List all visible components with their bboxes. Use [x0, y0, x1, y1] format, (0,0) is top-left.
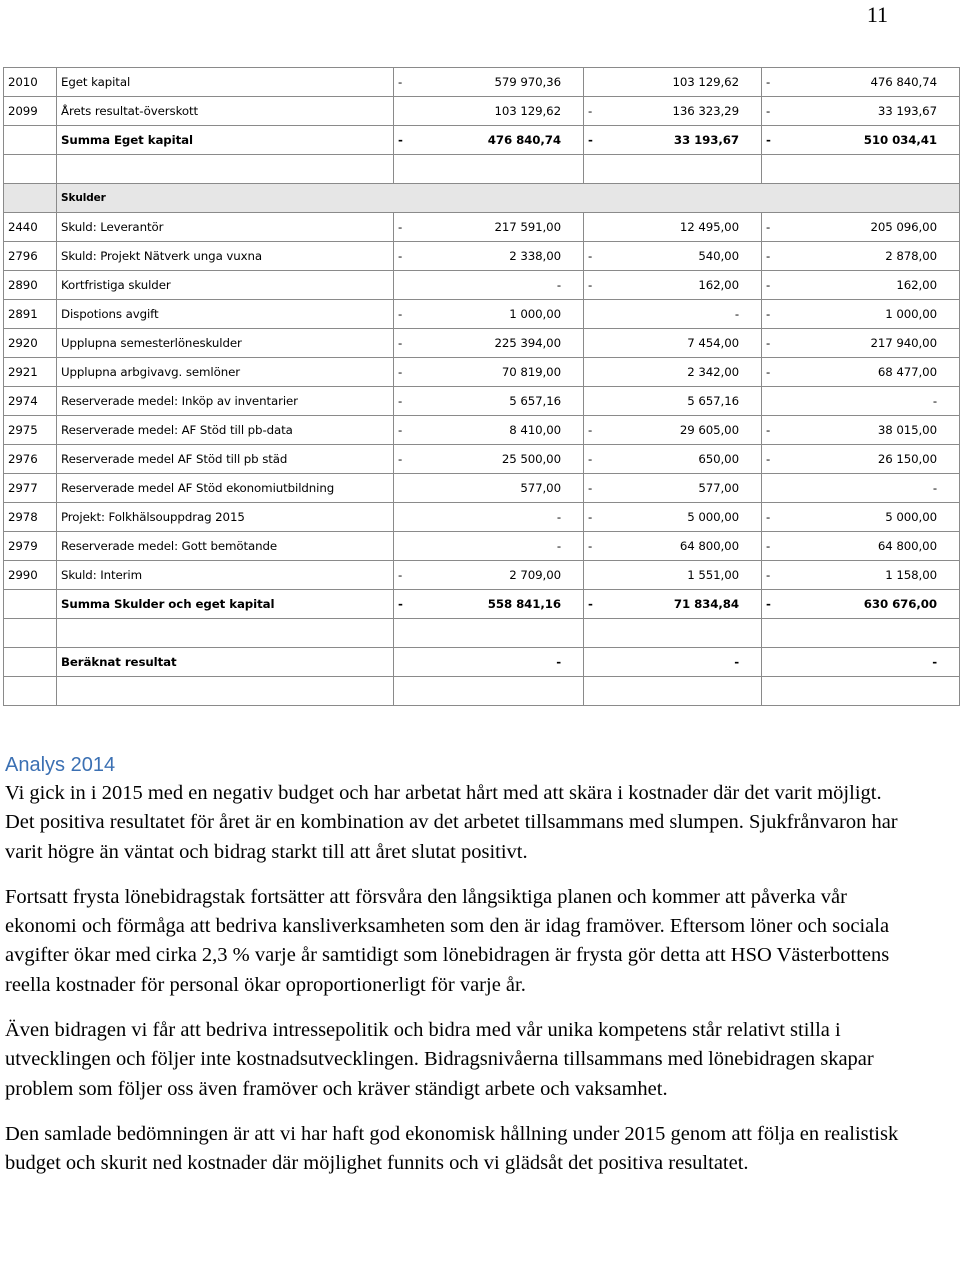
sign: - — [398, 220, 403, 234]
amount-value: 5 657,16 — [687, 394, 739, 408]
empty-cell — [762, 155, 960, 184]
amount-value: 1 000,00 — [509, 307, 561, 321]
account-label: Skuld: Interim — [57, 561, 394, 590]
amount-cell — [762, 213, 960, 242]
sign: - — [588, 510, 593, 524]
account-code: 2976 — [4, 445, 57, 474]
account-code: 2977 — [4, 474, 57, 503]
sign: - — [398, 568, 403, 582]
amount-cell — [394, 416, 584, 445]
account-code: 2890 — [4, 271, 57, 300]
amount-cell — [584, 445, 762, 474]
amount-cell — [762, 387, 960, 416]
amount-value: 577,00 — [520, 481, 561, 495]
table-row — [4, 416, 960, 445]
account-label: Skuld: Leverantör — [57, 213, 394, 242]
account-label: Eget kapital — [57, 68, 394, 97]
amount-cell — [394, 68, 584, 97]
table-row — [4, 97, 960, 126]
amount-cell — [762, 416, 960, 445]
sign: - — [398, 75, 403, 89]
sign: - — [766, 336, 771, 350]
amount-cell — [762, 97, 960, 126]
analysis-paragraph: Vi gick in i 2015 med en negativ budget och har arbetat hårt med att skära i kostnader där det varit möjligt. Det positiva resultatet för året är en kombination av det arbetet tillsammans med slumpen. Sjukfrånvaron har varit högre än väntat och bidrag starkt till att året slutat positivt. — [5, 782, 898, 863]
account-code: 2921 — [4, 358, 57, 387]
amount-value: 225 394,00 — [494, 336, 561, 350]
table-row — [4, 648, 960, 677]
table-row — [4, 271, 960, 300]
account-label: Upplupna arbgivavg. semlöner — [57, 358, 394, 387]
sign: - — [588, 104, 593, 118]
amount-value: 68 477,00 — [877, 365, 937, 379]
amount-cell — [394, 300, 584, 329]
amount-cell — [584, 648, 762, 677]
account-code: 2920 — [4, 329, 57, 358]
sign: - — [766, 568, 771, 582]
amount-value: 476 840,74 — [487, 133, 561, 147]
sign: - — [588, 597, 593, 611]
amount-cell — [584, 300, 762, 329]
sign: - — [398, 336, 403, 350]
amount-value: 64 800,00 — [877, 539, 937, 553]
table-row — [4, 561, 960, 590]
empty-cell — [57, 677, 394, 706]
amount-cell — [762, 503, 960, 532]
amount-value: 579 970,36 — [494, 75, 561, 89]
amount-cell — [584, 126, 762, 155]
amount-cell — [584, 97, 762, 126]
amount-value: - — [932, 655, 937, 669]
amount-cell — [394, 648, 584, 677]
sign: - — [588, 481, 593, 495]
account-label: Upplupna semesterlöneskulder — [57, 329, 394, 358]
table-row — [4, 474, 960, 503]
empty-cell — [584, 677, 762, 706]
sign: - — [398, 394, 403, 408]
empty-cell — [57, 619, 394, 648]
analysis-heading: Analys 2014 — [5, 754, 116, 776]
table-row — [4, 503, 960, 532]
amount-value: - — [556, 278, 561, 292]
amount-cell — [584, 329, 762, 358]
amount-cell — [762, 242, 960, 271]
amount-cell — [762, 329, 960, 358]
amount-value: 103 129,62 — [494, 104, 561, 118]
table-row — [4, 155, 960, 184]
account-code: 2099 — [4, 97, 57, 126]
amount-cell — [394, 213, 584, 242]
amount-value: - — [734, 307, 739, 321]
table-row — [4, 358, 960, 387]
amount-value: - — [556, 510, 561, 524]
amount-value: 577,00 — [698, 481, 739, 495]
amount-value: 64 800,00 — [679, 539, 739, 553]
table-row — [4, 532, 960, 561]
amount-cell — [762, 271, 960, 300]
account-label: Projekt: Folkhälsouppdrag 2015 — [57, 503, 394, 532]
amount-cell — [584, 68, 762, 97]
amount-value: 2 342,00 — [687, 365, 739, 379]
amount-cell — [762, 590, 960, 619]
empty-cell — [394, 155, 584, 184]
amount-value: 136 323,29 — [672, 104, 739, 118]
amount-cell — [762, 474, 960, 503]
sign: - — [398, 249, 403, 263]
amount-value: 2 878,00 — [885, 249, 937, 263]
account-label: Kortfristiga skulder — [57, 271, 394, 300]
empty-cell — [4, 677, 57, 706]
empty-cell — [394, 677, 584, 706]
account-label: Reserverade medel: Inköp av inventarier — [57, 387, 394, 416]
sign: - — [766, 278, 771, 292]
amount-value: 217 940,00 — [870, 336, 937, 350]
amount-cell — [584, 532, 762, 561]
amount-value: - — [556, 539, 561, 553]
empty-cell — [394, 619, 584, 648]
amount-value: 1 000,00 — [885, 307, 937, 321]
sign: - — [766, 75, 771, 89]
account-code: 2440 — [4, 213, 57, 242]
empty-cell — [762, 677, 960, 706]
amount-cell — [762, 532, 960, 561]
amount-value: - — [932, 481, 937, 495]
table-row — [4, 445, 960, 474]
table-row — [4, 677, 960, 706]
account-label: Skuld: Projekt Nätverk unga vuxna — [57, 242, 394, 271]
table-row — [4, 300, 960, 329]
amount-cell — [584, 416, 762, 445]
account-code: 2979 — [4, 532, 57, 561]
table-row — [4, 213, 960, 242]
table-row — [4, 619, 960, 648]
table-row — [4, 68, 960, 97]
section-label: Skulder — [57, 184, 960, 213]
amount-value: 33 193,67 — [877, 104, 937, 118]
amount-value: 29 605,00 — [679, 423, 739, 437]
sign: - — [766, 133, 771, 147]
amount-cell — [762, 358, 960, 387]
amount-cell — [394, 387, 584, 416]
account-label: Beräknat resultat — [57, 648, 394, 677]
amount-value: - — [556, 655, 561, 669]
amount-cell — [394, 445, 584, 474]
code-cell — [4, 184, 57, 213]
sign: - — [398, 365, 403, 379]
account-code — [4, 126, 57, 155]
analysis-paragraph: Den samlade bedömningen är att vi har haft god ekonomisk hållning under 2015 genom att följa en realistisk budget och skurit ned kostnader där möjlighet funnits och vi glädsåt det positiva resultatet. — [5, 1122, 899, 1175]
amount-value: 510 034,41 — [863, 133, 937, 147]
sign: - — [766, 249, 771, 263]
amount-cell — [584, 358, 762, 387]
amount-value: 7 454,00 — [687, 336, 739, 350]
sign: - — [766, 307, 771, 321]
amount-value: 162,00 — [896, 278, 937, 292]
amount-cell — [394, 590, 584, 619]
empty-cell — [4, 619, 57, 648]
account-code: 2796 — [4, 242, 57, 271]
sign: - — [398, 452, 403, 466]
sign: - — [588, 423, 593, 437]
amount-cell — [394, 503, 584, 532]
account-code: 2978 — [4, 503, 57, 532]
amount-cell — [584, 213, 762, 242]
account-code: 2990 — [4, 561, 57, 590]
amount-value: 103 129,62 — [672, 75, 739, 89]
amount-value: 650,00 — [698, 452, 739, 466]
amount-value: 540,00 — [698, 249, 739, 263]
sign: - — [398, 133, 403, 147]
empty-cell — [4, 155, 57, 184]
amount-cell — [762, 126, 960, 155]
sign: - — [398, 307, 403, 321]
amount-value: 33 193,67 — [673, 133, 739, 147]
empty-cell — [762, 619, 960, 648]
amount-value: 38 015,00 — [877, 423, 937, 437]
sign: - — [766, 104, 771, 118]
sign: - — [766, 365, 771, 379]
amount-value: 71 834,84 — [673, 597, 739, 611]
sign: - — [588, 452, 593, 466]
amount-value: 5 657,16 — [509, 394, 561, 408]
amount-value: - — [734, 655, 739, 669]
table-row — [4, 590, 960, 619]
sign: - — [766, 423, 771, 437]
amount-cell — [394, 97, 584, 126]
amount-value: 205 096,00 — [870, 220, 937, 234]
amount-value: 12 495,00 — [679, 220, 739, 234]
account-code — [4, 648, 57, 677]
amount-cell — [584, 242, 762, 271]
sign: - — [766, 510, 771, 524]
amount-cell — [394, 532, 584, 561]
sign: - — [766, 452, 771, 466]
amount-cell — [584, 590, 762, 619]
amount-value: 217 591,00 — [494, 220, 561, 234]
account-label: Summa Skulder och eget kapital — [57, 590, 394, 619]
amount-cell — [394, 126, 584, 155]
amount-cell — [394, 329, 584, 358]
page-number: 11 — [866, 2, 888, 27]
amount-value: 162,00 — [698, 278, 739, 292]
amount-value: 8 410,00 — [509, 423, 561, 437]
sign: - — [588, 539, 593, 553]
sign: - — [398, 597, 403, 611]
account-label: Dispotions avgift — [57, 300, 394, 329]
amount-value: - — [932, 394, 937, 408]
amount-value: 1 158,00 — [885, 568, 937, 582]
analysis-paragraph: Fortsatt frysta lönebidragstak fortsätter att försvåra den långsiktiga planen och kommer att påverka vår ekonomi och förmåga att bedriva kansliverksamheten som den är idag framöver. Eftersom löner och sociala avgifter ökar med cirka 2,3 % varje år samtidigt som lönebidragen är frysta gör detta att HSO Västerbottens reella kostnader för personal ökar oproportionerligt för varje år. — [5, 885, 890, 996]
amount-cell — [584, 387, 762, 416]
empty-cell — [57, 155, 394, 184]
account-code: 2975 — [4, 416, 57, 445]
account-label: Årets resultat-överskott — [57, 97, 394, 126]
amount-cell — [394, 474, 584, 503]
balance-sheet-table — [3, 67, 960, 706]
account-label: Reserverade medel: AF Stöd till pb-data — [57, 416, 394, 445]
amount-cell — [762, 648, 960, 677]
amount-value: 1 551,00 — [687, 568, 739, 582]
account-code: 2010 — [4, 68, 57, 97]
analysis-paragraph: Även bidragen vi får att bedriva intressepolitik och bidra med vår unika kompetens står relativt stilla i utvecklingen och följer inte kostnadsutvecklingen. Bidragsnivåerna tillsammans med lönebidragen skapar problem som följer oss även framöver och kräver ständigt arbete och vaksamhet. — [5, 1019, 874, 1100]
amount-cell — [762, 561, 960, 590]
amount-cell — [584, 474, 762, 503]
amount-value: 5 000,00 — [687, 510, 739, 524]
amount-cell — [394, 271, 584, 300]
amount-cell — [394, 358, 584, 387]
amount-cell — [762, 300, 960, 329]
amount-value: 5 000,00 — [885, 510, 937, 524]
account-code: 2974 — [4, 387, 57, 416]
amount-cell — [584, 271, 762, 300]
table-row — [4, 329, 960, 358]
amount-cell — [584, 561, 762, 590]
amount-value: 2 709,00 — [509, 568, 561, 582]
analysis-section — [5, 754, 905, 1195]
account-label: Summa Eget kapital — [57, 126, 394, 155]
account-code — [4, 590, 57, 619]
empty-cell — [584, 155, 762, 184]
sign: - — [766, 539, 771, 553]
amount-cell — [584, 503, 762, 532]
table-row — [4, 126, 960, 155]
amount-value: 558 841,16 — [487, 597, 561, 611]
account-label: Reserverade medel AF Stöd till pb städ — [57, 445, 394, 474]
amount-cell — [762, 445, 960, 474]
amount-cell — [762, 68, 960, 97]
amount-value: 26 150,00 — [877, 452, 937, 466]
amount-value: 2 338,00 — [509, 249, 561, 263]
amount-value: 70 819,00 — [501, 365, 561, 379]
sign: - — [588, 249, 593, 263]
sign: - — [588, 278, 593, 292]
amount-cell — [394, 242, 584, 271]
amount-value: 630 676,00 — [863, 597, 937, 611]
table-row — [4, 387, 960, 416]
table-row — [4, 242, 960, 271]
table-row — [4, 184, 960, 213]
account-code: 2891 — [4, 300, 57, 329]
sign: - — [398, 423, 403, 437]
sign: - — [588, 133, 593, 147]
amount-value: 25 500,00 — [501, 452, 561, 466]
sign: - — [766, 220, 771, 234]
amount-cell — [394, 561, 584, 590]
account-label: Reserverade medel AF Stöd ekonomiutbildning — [57, 474, 394, 503]
empty-cell — [584, 619, 762, 648]
account-label: Reserverade medel: Gott bemötande — [57, 532, 394, 561]
amount-value: 476 840,74 — [870, 75, 937, 89]
sign: - — [766, 597, 771, 611]
